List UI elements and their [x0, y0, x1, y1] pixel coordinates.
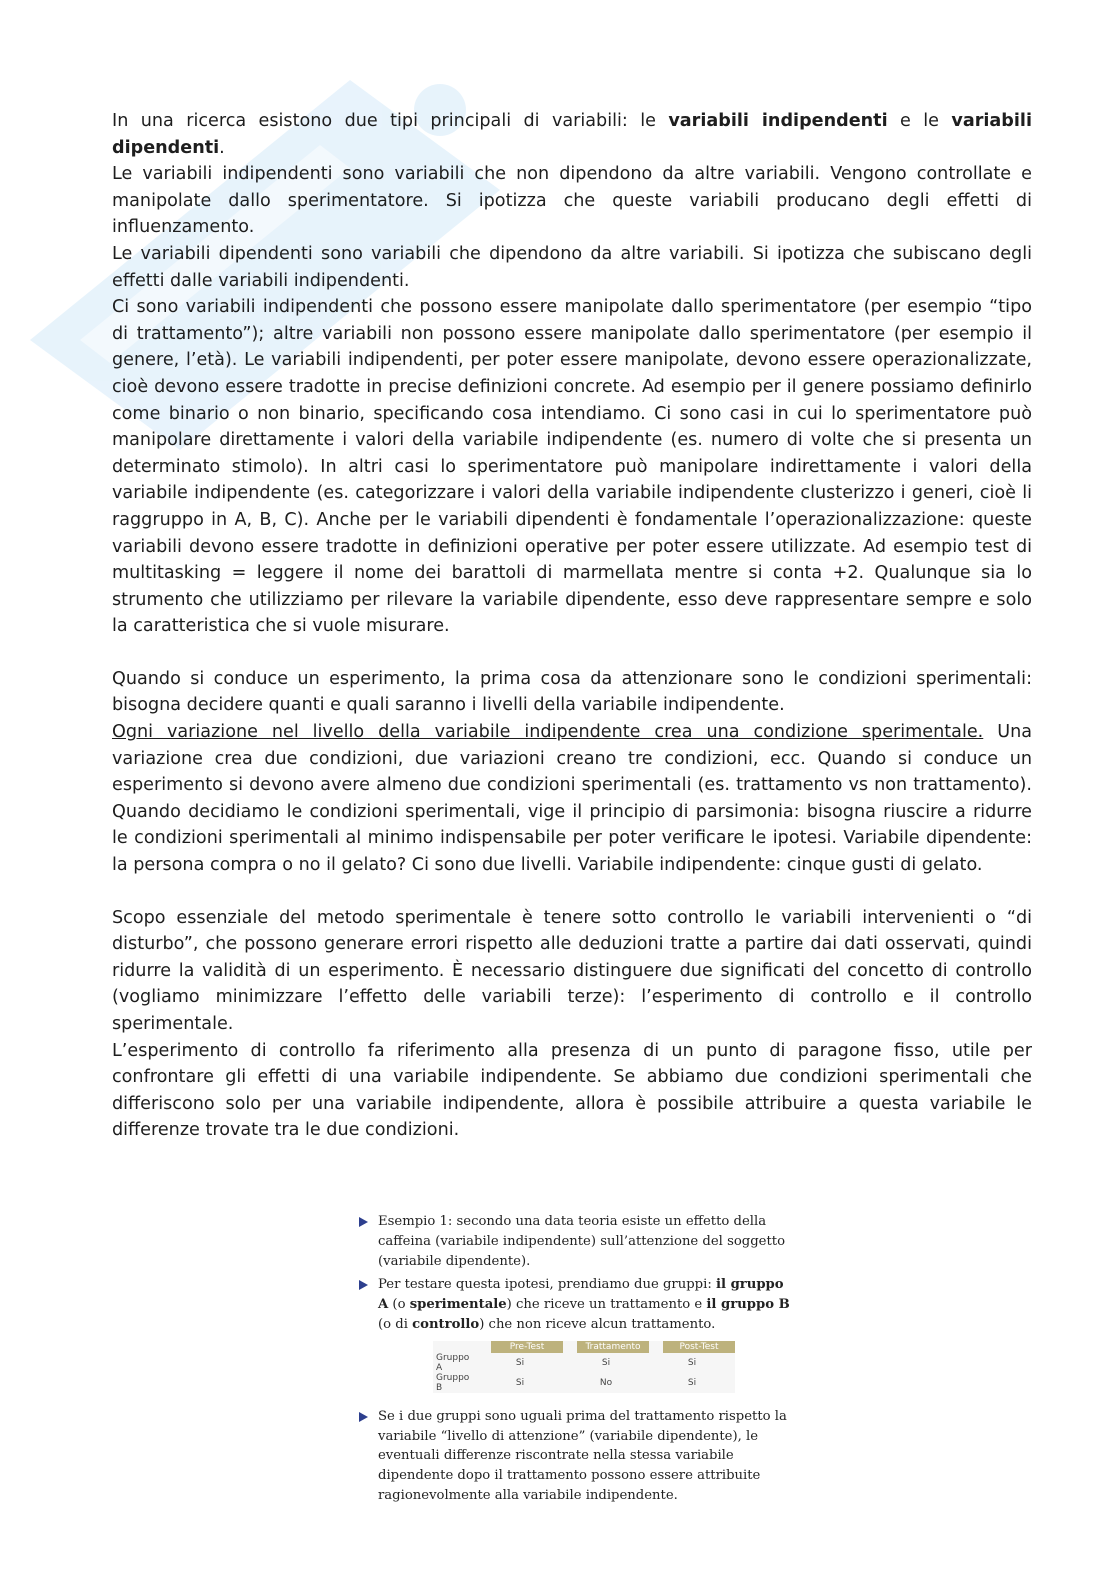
underlined-statement: Ogni variazione nel livello della variabile indipendente crea una condizione sperimentale. — [112, 722, 984, 743]
table-header: Pre-Test — [477, 1341, 563, 1353]
table-cell: Si — [687, 1357, 697, 1368]
table-row — [433, 1373, 735, 1393]
slide-bullet: Per testare questa ipotesi, prendiamo due gruppi: il gruppo A (o sperimentale) che riceve un trattamento e il gruppo B (o di controllo) che non riceve alcun trattamento. — [355, 1275, 795, 1334]
table-cell: Si — [687, 1377, 697, 1388]
paragraph-control: Scopo essenziale del metodo sperimentale è tenere sotto controllo le variabili intervenienti o “di disturbo”, che possono generare errori rispetto alle deduzioni tratte a partire dai dati osservati, quindi ridurre la validità di un esperimento. È necessario distinguere due significati del concetto di controllo (vogliamo minimizzare l’effetto delle variabili terze): l’esperimento di controllo e il controllo sperimentale. — [112, 907, 1032, 1034]
table-cell: Si — [515, 1377, 525, 1388]
document-body — [112, 108, 1032, 1144]
paragraph-control-experiment: L’esperimento di controllo fa riferimento alla presenza di un punto di paragone fisso, utile per confrontare gli effetti di una variabile indipendente. Se abbiamo due condizioni sperimentali che differiscono solo per una variabile indipendente, allora è possibile attribuire a questa variabile le differenze trovate tra le due condizioni. — [112, 1040, 1032, 1141]
paragraph-experimental-conditions: Quando si conduce un esperimento, la prima cosa da attenzionare sono le condizioni sperimentali: bisogna decidere quanti e quali saranno i livelli della variabile indipendente. — [112, 668, 1032, 716]
paragraph-variation: Ogni variazione nel livello della variabile indipendente crea una condizione sperimentale. Una variazione crea due condizioni, due variazioni creano tre condizioni, ecc. Quando si conduce un esperimento si devono avere almeno due condizioni sperimentali (es. trattamento vs non trattamento). Quando decidiamo le condizioni sperimentali, vige il principio di parsimonia: bisogna riuscire a ridurre le condizioni sperimentali al minimo indispensabile per poter verificare le ipotesi. Variabile dipendente: la persona compra o no il gelato? Ci sono due livelli. Variabile indipendente: cinque gusti di gelato. — [112, 722, 1032, 876]
slide-bullet: Esempio 1: secondo una data teoria esiste un effetto della caffeina (variabile indipendente) sull’attenzione del soggetto (variabile dipendente). — [355, 1212, 795, 1271]
paragraph-intro: In una ricerca esistono due tipi principali di variabili: le variabili indipendenti e le variabili dipendenti. — [112, 111, 1032, 158]
table-header: Trattamento — [563, 1341, 649, 1353]
groups-table — [433, 1341, 735, 1393]
table-header-row — [433, 1341, 735, 1353]
triangle-bullet-icon — [359, 1280, 368, 1290]
paragraph-operationalization: Ci sono variabili indipendenti che possono essere manipolate dallo sperimentatore (per esempio “tipo di trattamento”); altre variabili non possono essere manipolate dallo sperimentatore (per esempio il genere, l’età). Le variabili indipendenti, per poter essere manipolate, devono essere operazionalizzate, cioè devono essere tradotte in precise definizioni concrete. Ad esempio per il genere possiamo definirlo come binario o non binario, specificando cosa intendiamo. Ci sono casi in cui lo sperimentatore può manipolare direttamente i valori della variabile indipendente (es. numero di volte che si presenta un determinato stimolo). In altri casi lo sperimentatore può manipolare indirettamente i valori della variabile indipendente (es. categorizzare i valori della variabile indipendente clusterizzo i generi, cioè li raggruppo in A, B, C). Anche per le variabili dipendenti è fondamentale l’operazionalizzazione: queste variabili devono essere tradotte in definizioni operative per poter essere utilizzate. Ad esempio test di multitasking = leggere il nome dei barattoli di marmellata mentre si conta +2. Qualunque sia lo strumento che utilizziamo per rilevare la variabile dipendente, esso deve rappresentare sempre e solo la caratteristica che si vuole misurare. — [112, 297, 1032, 637]
table-cell: Si — [601, 1357, 611, 1368]
example-slide — [355, 1212, 795, 1510]
table-header: Post-Test — [649, 1341, 735, 1353]
table-cell: No — [599, 1377, 613, 1388]
table-row — [433, 1353, 735, 1373]
slide-bullet: Se i due gruppi sono uguali prima del trattamento rispetto la variabile “livello di attenzione” (variabile dipendente), le eventuali differenze riscontrate nella stessa variabile dipendente dopo il trattamento possono essere attribuite ragionevolmente alla variabile indipendente. — [355, 1407, 795, 1506]
table-cell: Si — [515, 1357, 525, 1368]
triangle-bullet-icon — [359, 1412, 368, 1422]
paragraph-independent-variables: Le variabili indipendenti sono variabili che non dipendono da altre variabili. Vengono controllate e manipolate dallo sperimentatore. Si ipotizza che queste variabili producano degli effetti di influenzamento. — [112, 164, 1032, 238]
paragraph-dependent-variables: Le variabili dipendenti sono variabili che dipendono da altre variabili. Si ipotizza che subiscano degli effetti dalle variabili indipendenti. — [112, 243, 1032, 291]
triangle-bullet-icon — [359, 1217, 368, 1227]
row-label: Gruppo A — [436, 1352, 470, 1373]
row-label: Gruppo B — [436, 1372, 470, 1393]
